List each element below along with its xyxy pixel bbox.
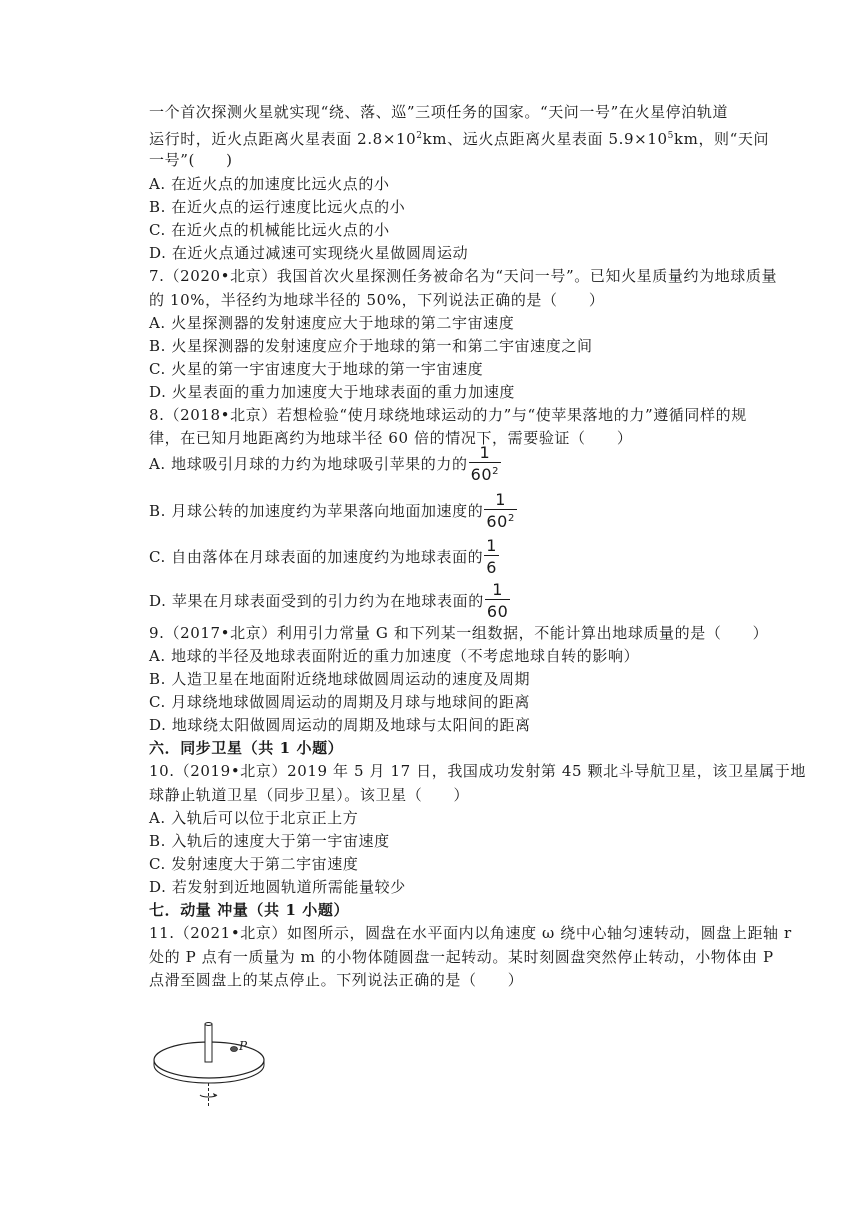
q8-option-c: C. 自由落体在月球表面的加速度约为地球表面的 $\frac{1}{6}$	[149, 536, 498, 577]
q7-stem-line2: 的 10%，半径约为地球半径的 50%，下列说法正确的是（ ）	[149, 291, 605, 309]
section-heading-synchronous-satellite: 六．同步卫星（共 1 小题）	[149, 739, 344, 757]
q6-option-a: A. 在近火点的加速度比远火点的小	[149, 175, 390, 193]
axle-upper	[205, 1024, 212, 1062]
q7-option-c: C. 火星的第一宇宙速度大于地球的第一宇宙速度	[149, 360, 484, 378]
fraction: $\frac{1}{60}$	[486, 580, 509, 621]
q10-option-a: A. 入轨后可以位于北京正上方	[149, 809, 359, 827]
fraction: $\frac{1}{60^2}$	[470, 443, 500, 484]
q6-option-d: D. 在近火点通过减速可实现绕火星做圆周运动	[149, 244, 469, 262]
q8-option-b: B. 月球公转的加速度约为苹果落向地面加速度的 $\frac{1}{60^2}$	[149, 490, 515, 531]
q9-option-d: D. 地球绕太阳做圆周运动的周期及地球与太阳间的距离	[149, 716, 531, 734]
q10-stem-line2: 球静止轨道卫星（同步卫星）。该卫星（ ）	[149, 786, 470, 804]
q7-stem-line1: 7.（2020•北京）我国首次火星探测任务被命名为“天问一号”。已知火星质量约为地球质量	[149, 267, 778, 285]
small-object-p	[231, 1047, 238, 1052]
q8-stem-line1: 8.（2018•北京）若想检验“使月球绕地球运动的力”与“使苹果落地的力”遵循同样的规	[149, 406, 747, 424]
q6-stem-line1: 一个首次探测火星就实现“绕、落、巡”三项任务的国家。“天问一号”在火星停泊轨道	[149, 103, 729, 121]
q10-option-b: B. 入轨后的速度大于第一宇宙速度	[149, 832, 390, 850]
fraction: $\frac{1}{60^2}$	[486, 490, 515, 531]
q10-stem-line1: 10.（2019•北京）2019 年 5 月 17 日，我国成功发射第 45 颗北斗导航卫星，该卫星属于地	[149, 762, 806, 780]
fraction: $\frac{1}{6}$	[486, 536, 498, 577]
q9-option-c: C. 月球绕地球做圆周运动的周期及月球与地球间的距离	[149, 693, 531, 711]
q11-stem-line3: 点滑至圆盘上的某点停止。下列说法正确的是（ ）	[149, 971, 524, 989]
q10-option-c: C. 发射速度大于第二宇宙速度	[149, 855, 359, 873]
q10-option-d: D. 若发射到近地圆轨道所需能量较少	[149, 878, 406, 896]
q9-stem-line1: 9.（2017•北京）利用引力常量 G 和下列某一组数据，不能计算出地球质量的是（ ）	[149, 624, 769, 642]
q6-stem-line2: 运行时，近火点距离火星表面 $2.8\times 10^2km$、远火点距离火星表面 $5.9\times 10^5km$，则“天问	[149, 130, 770, 148]
q6-option-c: C. 在近火点的机械能比远火点的小	[149, 221, 390, 239]
q7-option-a: A. 火星探测器的发射速度应大于地球的第二宇宙速度	[149, 314, 515, 332]
rotating-disc-figure	[150, 1020, 270, 1110]
q8-option-d: D. 苹果在月球表面受到的引力约为在地球表面的 $\frac{1}{60}$	[149, 580, 509, 621]
q8-option-a: A. 地球吸引月球的力约为地球吸引苹果的力的 $\frac{1}{60^2}$	[149, 443, 500, 484]
q9-option-a: A. 地球的半径及地球表面附近的重力加速度（不考虑地球自转的影响）	[149, 647, 640, 665]
q11-stem-line2: 处的 P 点有一质量为 m 的小物体随圆盘一起转动。某时刻圆盘突然停止转动，小物体由 P	[149, 948, 774, 966]
point-p-label: P	[239, 1039, 248, 1053]
q8-stem-line2: 律，在已知月地距离约为地球半径 60 倍的情况下，需要验证（ ）	[149, 429, 633, 447]
q9-option-b: B. 人造卫星在地面附近绕地球做圆周运动的速度及周期	[149, 670, 531, 688]
q11-stem-line1: 11.（2021•北京）如图所示，圆盘在水平面内以角速度 ω 绕中心轴匀速转动，圆盘上距轴 r	[149, 924, 792, 942]
q6-stem-line3: 一号”( )	[149, 151, 233, 169]
section-heading-momentum-impulse: 七．动量 冲量（共 1 小题）	[149, 901, 350, 919]
q6-option-b: B. 在近火点的运行速度比远火点的小	[149, 198, 406, 216]
q7-option-d: D. 火星表面的重力加速度大于地球表面的重力加速度	[149, 383, 516, 401]
q7-option-b: B. 火星探测器的发射速度应介于地球的第一和第二宇宙速度之间	[149, 337, 593, 355]
